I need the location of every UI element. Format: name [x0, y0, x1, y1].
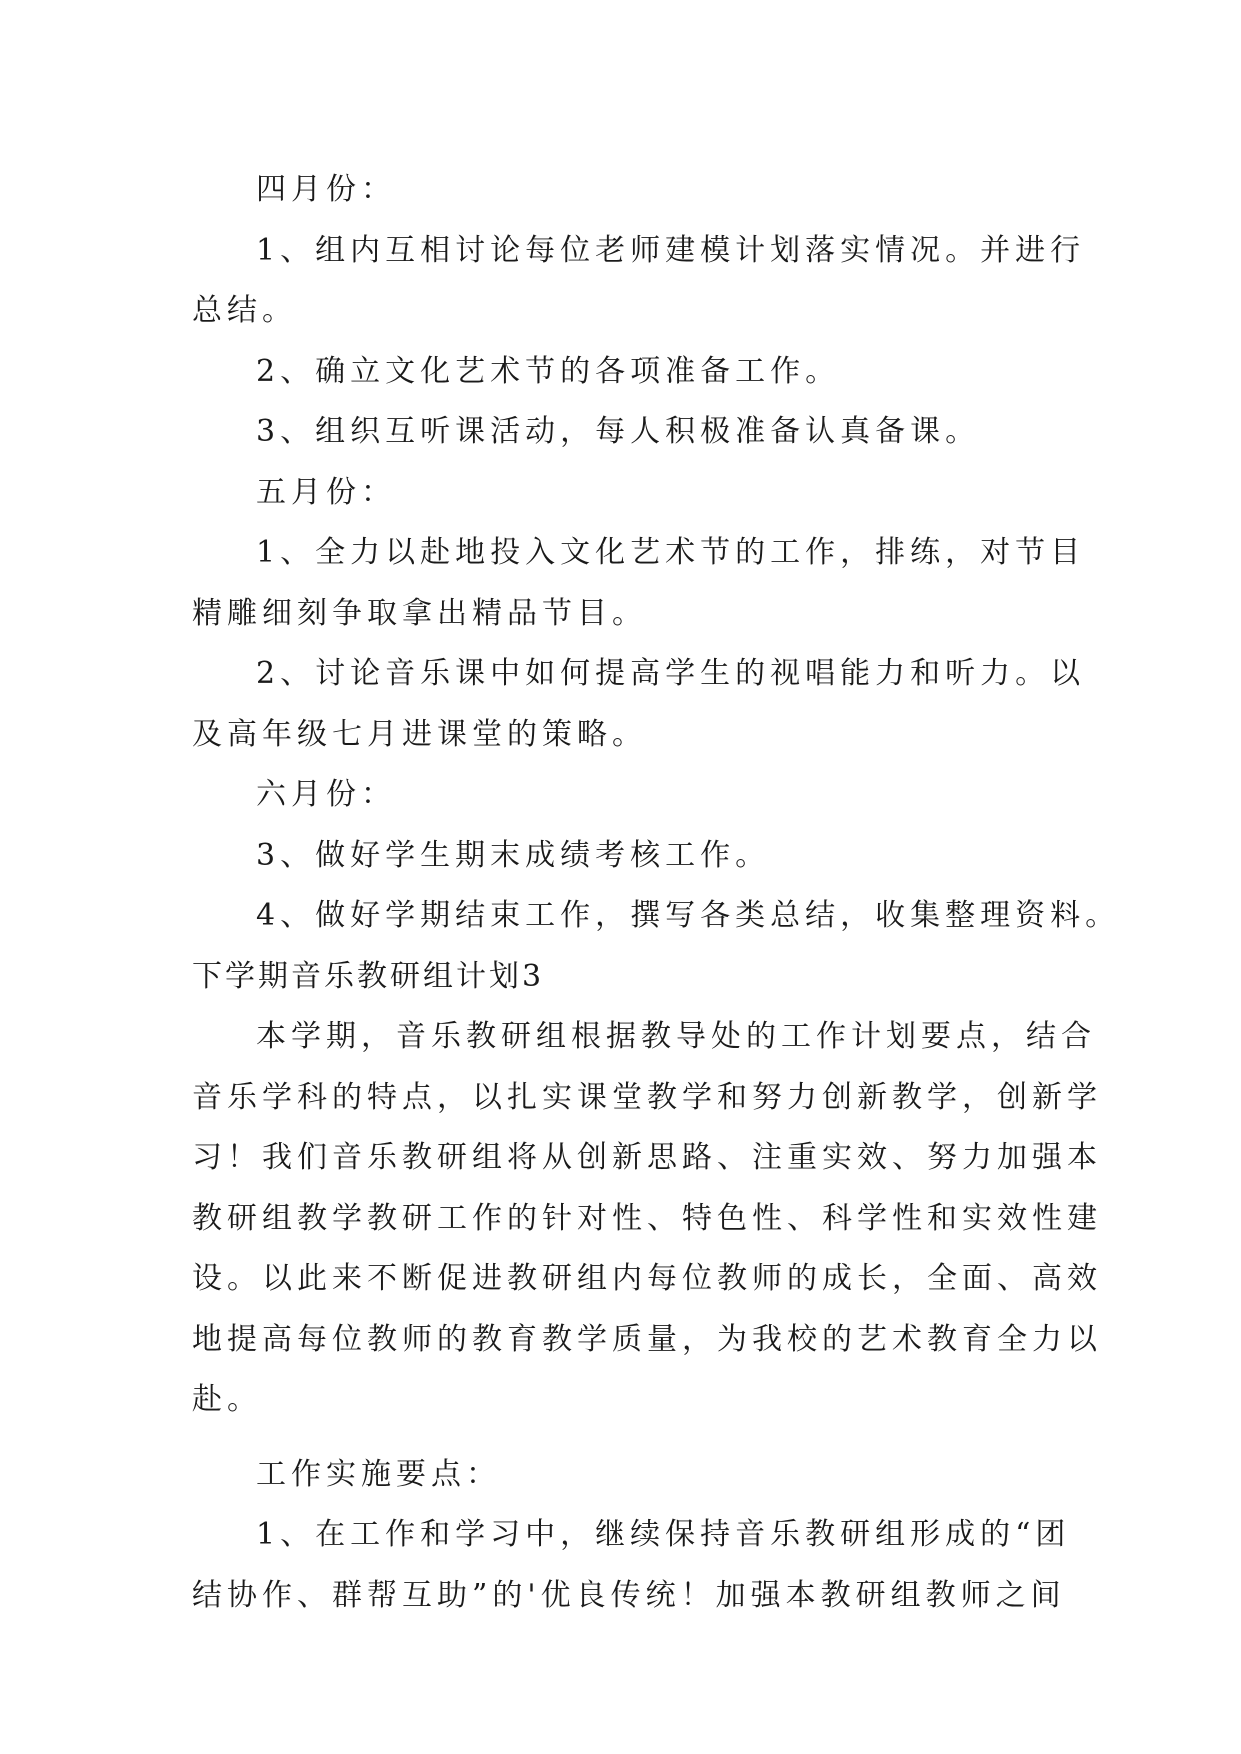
paragraph-line: 地提高每位教师的教育教学质量，为我校的艺术教育全力以 [192, 1321, 1102, 1357]
heading-may: 五月份： [256, 474, 396, 510]
paragraph-line: 及高年级七月进课堂的策略。 [192, 716, 647, 752]
heading-key-points: 工作实施要点： [256, 1456, 501, 1492]
paragraph-line: 本学期，音乐教研组根据教导处的工作计划要点，结合 [256, 1019, 1096, 1054]
section-title: 下学期音乐教研组计划3 [192, 958, 545, 994]
paragraph-line: 1、全力以赴地投入文化艺术节的工作，排练，对节目 [256, 535, 1086, 570]
paragraph-line: 3、做好学生期末成绩考核工作。 [256, 837, 771, 873]
document-body [192, 160, 1121, 1626]
paragraph-line: 总结。 [192, 293, 297, 328]
paragraph-line: 3、组织互听课活动，每人积极准备认真备课。 [256, 414, 981, 449]
paragraph-line: 4、做好学期结束工作，撰写各类总结，收集整理资料。 [256, 898, 1121, 933]
paragraph-line: 精雕细刻争取拿出精品节目。 [192, 595, 647, 631]
heading-april: 四月份： [256, 172, 396, 207]
paragraph-line: 结协作、群帮互助”的'优良传统！加强本教研组教师之间 [192, 1577, 1066, 1613]
spacer [192, 1431, 1052, 1445]
paragraph-line: 赴。 [192, 1382, 262, 1417]
paragraph-line: 2、确立文化艺术节的各项准备工作。 [256, 353, 841, 389]
paragraph-line: 习！我们音乐教研组将从创新思路、注重实效、努力加强本 [192, 1140, 1102, 1175]
paragraph-line: 设。以此来不断促进教研组内每位教师的成长，全面、高效 [192, 1261, 1102, 1296]
paragraph-line: 教研组教学教研工作的针对性、特色性、科学性和实效性建 [192, 1200, 1102, 1236]
paragraph-line: 2、讨论音乐课中如何提高学生的视唱能力和听力。以 [256, 656, 1086, 691]
heading-june: 六月份： [256, 777, 396, 812]
paragraph-line: 1、在工作和学习中，继续保持音乐教研组形成的“团 [256, 1517, 1071, 1552]
paragraph-line: 1、组内互相讨论每位老师建模计划落实情况。并进行 [256, 232, 1086, 268]
paragraph-line: 音乐学科的特点，以扎实课堂教学和努力创新教学，创新学 [192, 1079, 1102, 1115]
